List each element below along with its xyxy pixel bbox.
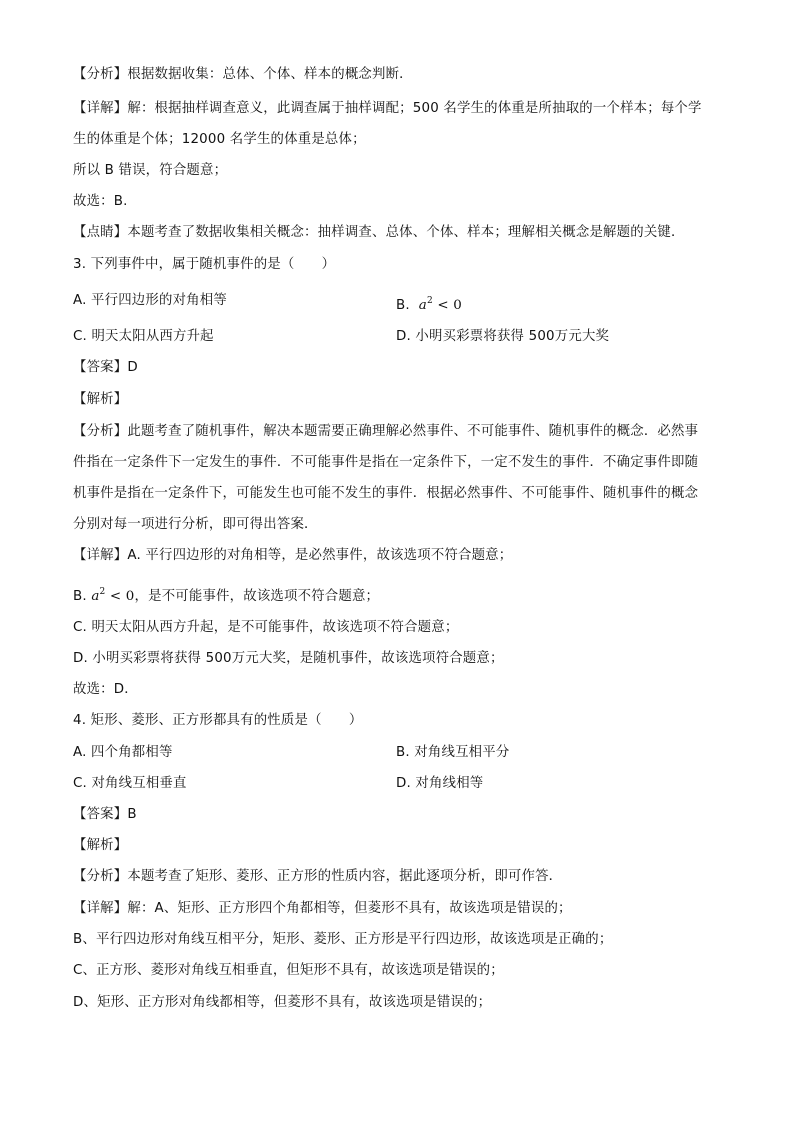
q3-xiangjie-b-rest: ，是不可能事件，故该选项不符合题意； xyxy=(134,589,380,604)
q3-option-b xyxy=(396,292,462,315)
q3-options-cd xyxy=(73,328,733,346)
q4-answer xyxy=(73,806,137,824)
q4-option-c: C. 对角线互相垂直 xyxy=(73,776,187,791)
comment-tag: 【点睛】 xyxy=(73,225,128,240)
q3-xiangjie-b-label: B. xyxy=(73,589,87,604)
detail-text-2: 生的体重是个体；12000 名学生的体重是总体； xyxy=(73,132,366,147)
q3-option-d: D. 小明买彩票将获得 500万元大奖 xyxy=(396,329,610,344)
q3-xiangjie-tag: 【详解】 xyxy=(73,548,128,563)
q4-fenxi-line xyxy=(73,868,562,886)
q4-answer-value: B xyxy=(127,807,137,822)
q4-line-c: C、正方形、菱形对角线互相垂直，但矩形不具有，故该选项是错误的； xyxy=(73,963,504,978)
q3-xiangjie-b-exponent: 2 xyxy=(99,587,106,597)
q4-line-b: B、平行四边形对角线互相平分，矩形、菱形、正方形是平行四边形，故该选项是正确的； xyxy=(73,932,613,947)
q3-fenxi-line-4: 分别对每一项进行分析，即可得出答案． xyxy=(73,517,318,532)
detail-line xyxy=(73,100,702,118)
q3-fenxi-line-1 xyxy=(73,423,698,441)
q3-conclusion: 故选：D． xyxy=(73,682,138,697)
q3-xiangjie-b-base: a xyxy=(91,589,100,604)
analysis-line xyxy=(73,66,413,84)
detail-tag: 【详解】 xyxy=(73,101,128,116)
q3-option-b-relation: < 0 xyxy=(437,298,462,313)
q4-xiangjie-tag: 【详解】 xyxy=(73,901,128,916)
q4-xiangjie-text: 解：A、矩形、正方形四个角都相等，但菱形不具有，故该选项是错误的； xyxy=(127,901,572,916)
q3-option-b-base: a xyxy=(418,298,427,313)
q3-xiangjie-line-d: D. 小明买彩票将获得 500万元大奖，是随机事件，故该选项符合题意； xyxy=(73,651,504,666)
q4-answer-tag: 【答案】 xyxy=(73,807,128,822)
q3-option-b-formula xyxy=(419,298,462,313)
choice-text: 故选：B. xyxy=(73,194,128,209)
q4-options-ab xyxy=(73,744,733,762)
q4-analysis-heading: 【解析】 xyxy=(73,838,128,853)
analysis-tag: 【分析】 xyxy=(73,67,128,82)
q3-option-c: C. 明天太阳从西方升起 xyxy=(73,329,214,344)
q4-option-b: B. 对角线互相平分 xyxy=(396,745,510,760)
q3-xiangjie-b-relation: < 0 xyxy=(109,589,135,604)
q3-stem: 3. 下列事件中，属于随机事件的是（ ） xyxy=(73,257,336,272)
q4-line-d: D、矩形、正方形对角线都相等，但菱形不具有，故该选项是错误的； xyxy=(73,995,492,1010)
q3-option-a: A. 平行四边形的对角相等 xyxy=(73,293,227,308)
detail-text: 解：根据抽样调查意义，此调查属于抽样调配；500 名学生的体重是所抽取的一个样本；每个学 xyxy=(127,101,702,116)
q3-analysis-heading: 【解析】 xyxy=(73,392,128,407)
q3-xiangjie-line-b xyxy=(73,583,379,606)
analysis-text: 根据数据收集：总体、个体、样本的概念判断． xyxy=(127,67,413,82)
comment-text: 本题考查了数据收集相关概念：抽样调查、总体、个体、样本；理解相关概念是解题的关键． xyxy=(127,225,685,240)
q3-option-b-label: B. xyxy=(396,298,410,313)
q3-answer-value: D xyxy=(127,360,138,375)
q3-xiangjie-line-a xyxy=(73,547,512,565)
q4-option-d: D. 对角线相等 xyxy=(396,776,484,791)
q4-xiangjie-line xyxy=(73,900,572,918)
q3-xiangjie-a: A. 平行四边形的对角相等，是必然事件，故该选项不符合题意； xyxy=(127,548,513,563)
q4-options-cd xyxy=(73,775,733,793)
q3-xiangjie-line-c: C. 明天太阳从西方升起，是不可能事件，故该选项不符合题意； xyxy=(73,620,459,635)
q4-fenxi-tag: 【分析】 xyxy=(73,869,128,884)
conclusion-text: 所以 B 错误，符合题意； xyxy=(73,163,228,178)
choice-line xyxy=(73,193,128,211)
q4-option-a: A. 四个角都相等 xyxy=(73,745,173,760)
comment-line xyxy=(73,224,685,242)
q3-fenxi-tag: 【分析】 xyxy=(73,424,128,439)
q3-answer xyxy=(73,359,138,377)
q3-fenxi-line-2: 件指在一定条件下一定发生的事件．不可能事件是指在一定条件下，一定不发生的事件．不确定事件即随 xyxy=(73,455,699,470)
q3-options-ab xyxy=(73,292,733,313)
detail-line-2 xyxy=(73,131,366,149)
q4-fenxi-text: 本题考查了矩形、菱形、正方形的性质内容，据此逐项分析，即可作答． xyxy=(127,869,563,884)
q3-answer-tag: 【答案】 xyxy=(73,360,128,375)
q4-stem: 4. 矩形、菱形、正方形都具有的性质是（ ） xyxy=(73,713,363,728)
q3-option-b-exponent: 2 xyxy=(426,296,433,306)
conclusion-line xyxy=(73,162,227,180)
q3-xiangjie-b-formula xyxy=(91,589,134,604)
q3-fenxi-line-3: 机事件是指在一定条件下，可能发生也可能不发生的事件．根据必然事件、不可能事件、随机事件的概念 xyxy=(73,486,699,501)
q3-fenxi-text-1: 此题考查了随机事件，解决本题需要正确理解必然事件、不可能事件、随机事件的概念．必然事 xyxy=(127,424,699,439)
